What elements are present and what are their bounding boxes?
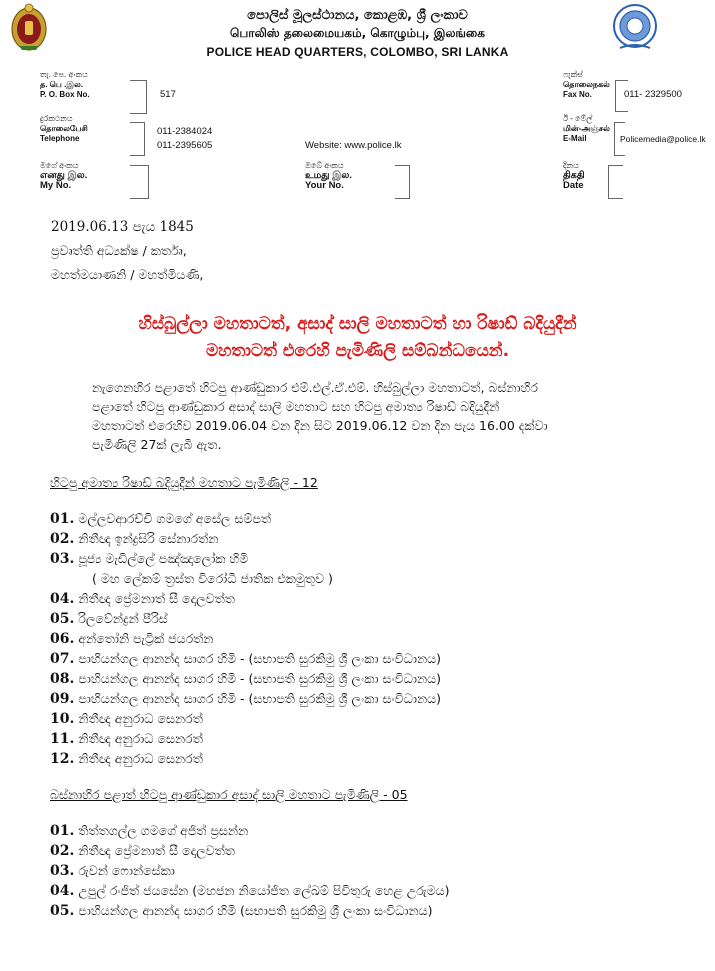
website: Website: www.police.lk: [305, 140, 402, 151]
date-label: දිනය திகதி Date: [563, 161, 585, 191]
list-item: 03. පූජ්‍ය මැඩිල්ලේ පඤ්ඤාලෝක හිමි: [50, 551, 249, 567]
list-item: 05. පාහියන්ගල ආනන්ද සාගර හිමි (සභාපති සුරකිමු ශ්‍රී ලංකා සංවිධානය): [50, 903, 433, 919]
list-item: 02. නිතීඥ ප්‍රේමනාත් සී දොලවත්ත: [50, 843, 235, 859]
salutation: මහත්මයාණනි / මහත්මියණි,: [51, 267, 204, 282]
telephone-label: දුරකථනය தொலைபேசி Telephone: [40, 114, 88, 143]
list-item: 09. පාහියන්ගල ආනන්ද සාගර හිමි - (සභාපති සුරකිමු ශ්‍රී ලංකා සංවිධානය): [50, 691, 441, 707]
po-box-bracket: [130, 80, 147, 114]
page-title-line-2: මහතාටත් එරෙහි පැමිණිලි සම්බන්ධයෙන්.: [205, 341, 510, 361]
list-item: 04. නිතීඥ ප්‍රේමනාත් සී දොලවත්ත: [50, 591, 235, 607]
letterhead-sinhala: පොලිස් මූලස්ථානය, කොළඹ, ශ්‍රී ලංකාව: [247, 8, 468, 23]
po-box-label: තැ. පෙ. අංකය த. பெ .இல. P. O. Box No.: [40, 70, 90, 99]
list-item: 12. නිතීඥ අනුරාධ සෙනරත්: [50, 751, 203, 767]
telephone-bracket: [130, 122, 145, 156]
section-1-heading: හිටපු අමාත්‍ය රිෂාඩ් බදියුදීන් මහතාට පැමිණිලි - 12: [50, 475, 318, 490]
list-item: 02. නිතීඥ ඉන්ද්‍රසිරි සේනාරත්න: [50, 531, 219, 547]
list-item: 03. රුවන් ෆොන්සේකා: [50, 863, 175, 879]
list-item: 01. මල්ලවආරච්චි ගමගේ අසේල සම්පත්: [50, 511, 272, 527]
list-item: 06. අන්තෝනි පැට්‍රික් ජයරත්න: [50, 631, 214, 647]
email-label: ඊ - මේල් மின்-அஞ்சல் E-Mail: [563, 114, 610, 143]
date-bracket: [608, 165, 623, 199]
telephone-value-1: 011-2384024: [157, 126, 213, 137]
list-item: 01. තිත්තගල්ල ගමගේ අජිත් ප්‍රසන්න: [50, 823, 249, 839]
email-value: Policemedia@police.lk: [620, 134, 706, 144]
list-item-note: ( මහ ලේකම් ත්‍රස්ත විරෝධී ජාතික එකමුතුව ): [92, 571, 333, 586]
letterhead-tamil: பொலிஸ் தலைமையகம், கொழும்பு, இலங்கை: [230, 26, 485, 40]
release-datetime: 2019.06.13 පැය 1845: [51, 219, 194, 235]
list-item: 11. නිතීඥ අනුරාධ සෙනරත්: [50, 731, 203, 747]
letterhead-english: POLICE HEAD QUARTERS, COLOMBO, SRI LANKA: [206, 45, 509, 59]
list-item: 07. පාහියන්ගල ආනන්ද සාගර හිමි - (සභාපති සුරකිමු ශ්‍රී ලංකා සංවිධානය): [50, 651, 441, 667]
list-item: 04. උපුල් රංජිත් ජයසේන (මහජන නියෝජිත ලේඛම් පිවිතුරු හෙළ උරුමය): [50, 883, 450, 899]
fax-value: 011- 2329500: [624, 89, 682, 100]
po-box-value: 517: [160, 89, 176, 100]
section-2-heading: බස්නාහිර පළාත් හිටපු ආණ්ඩුකාර අසාද් සාලි මහතාට පැමිණිලි - 05: [50, 787, 408, 802]
telephone-value-2: 011-2395605: [157, 140, 213, 151]
recipient: ප්‍රවෘත්ති අධ්‍යක්ෂ / කර්තෘ,: [51, 243, 187, 258]
my-no-bracket: [130, 165, 149, 199]
list-item: 05. රිලවේන්ද්‍රන් පීරිස්: [50, 611, 168, 627]
intro-paragraph: නැගෙනහිර පළාතේ හිටපු ආණ්ඩුකාර එම්.එල්.ඒ.එම්. හිස්බුල්ලා මහතාටත්, බස්නාහිර පළාතේ හිටපු ආණ්ඩුකාර අසාද් සාලි මහතාට සහ හිටපු අමාත්‍ය රිෂාඩ් බදියුදීන් මහතාටත් එරෙහිව 2019.06.04 වන දින සිට 2019.06.12 වන දින පැය 16.00 දක්වා පැමිණිලි 27ක් ලැබී ඇත.: [92, 380, 548, 452]
your-no-label: ඔබේ අංකය உமது இல. Your No.: [305, 161, 352, 191]
page-title-line-1: හිස්බුල්ලා මහතාටත්, අසාද් සාලි මහතාටත් හා රිෂාඩ් බදියුදීන්: [138, 314, 577, 334]
list-item: 08. පාහියන්ගල ආනන්ද සාගර හිමි - (සභාපති සුරකිමු ශ්‍රී ලංකා සංවිධානය): [50, 671, 441, 687]
my-no-label: මගේ අංකය எனது இல. My No.: [40, 161, 88, 191]
your-no-bracket: [395, 165, 410, 199]
list-item: 10. නිතීඥ අනුරාධ සෙනරත්: [50, 711, 203, 727]
fax-label: ෆැක්ස් தொலைநகல் Fax No.: [563, 70, 610, 99]
